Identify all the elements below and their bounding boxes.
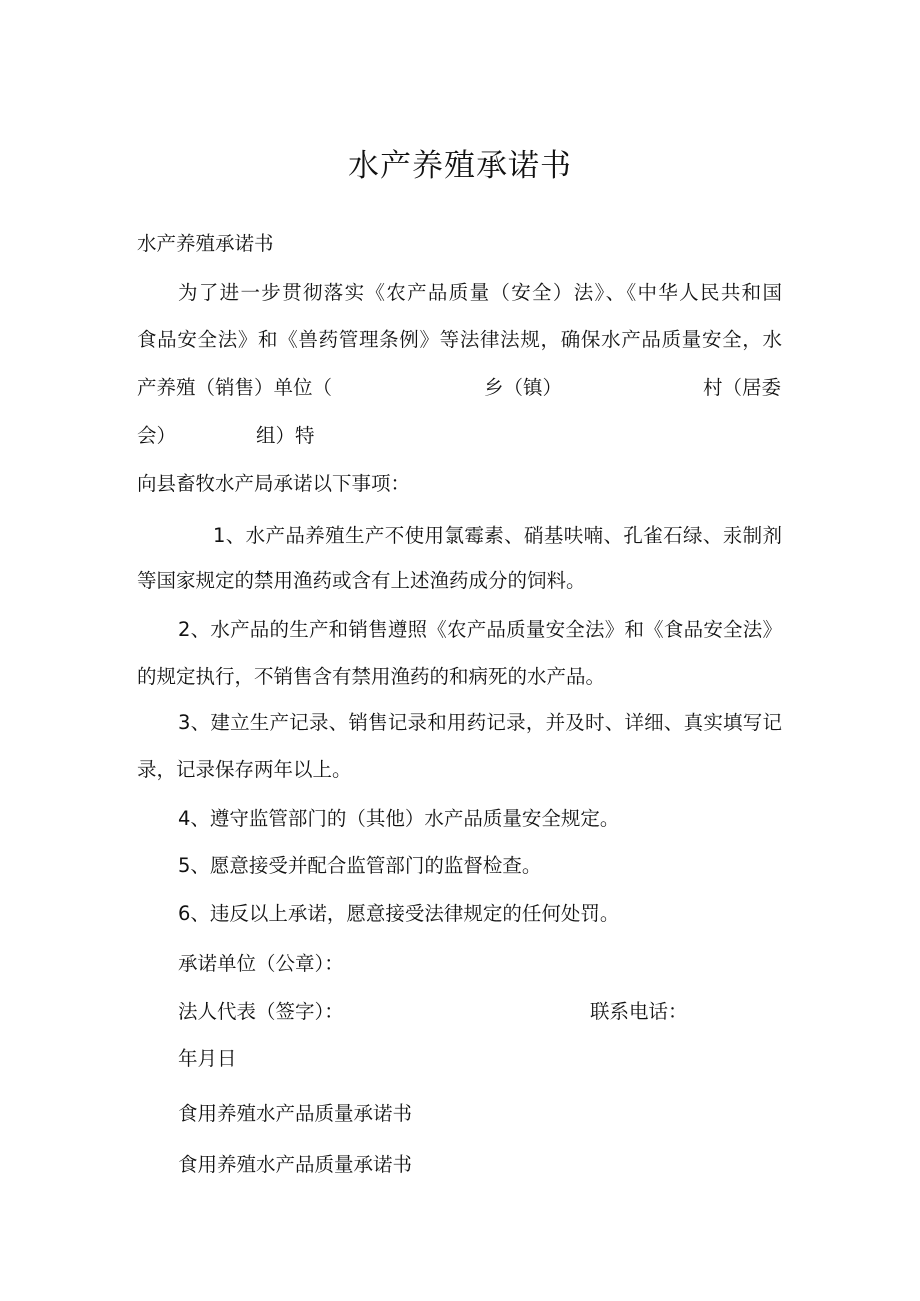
- document-title: 水产养殖承诺书: [348, 148, 572, 184]
- intro-line-3-township: 乡（镇）: [484, 376, 563, 399]
- intro-line-1: 为了进一步贯彻落实《农产品质量（安全）法》、《中华人民共和国: [178, 281, 782, 304]
- intro-line-3-unit: 产养殖（销售）单位（: [137, 376, 333, 399]
- item-2-line-1: 2、水产品的生产和销售遵照《农产品质量安全法》和《食品安全法》: [178, 618, 782, 641]
- footer-line-1: 食用养殖水产品质量承诺书: [178, 1102, 413, 1125]
- signature-phone-label: 联系电话：: [590, 1000, 688, 1023]
- intro-line-4-committee: 会）: [137, 424, 177, 447]
- item-2-line-2: 的规定执行，不销售含有禁用渔药的和病死的水产品。: [137, 665, 606, 688]
- footer-line-2: 食用养殖水产品质量承诺书: [178, 1153, 413, 1176]
- signature-date-label: 年月日: [178, 1047, 237, 1070]
- item-1-line-2: 等国家规定的禁用渔药或含有上述渔药成分的饲料。: [137, 569, 586, 592]
- item-3-line-1: 3、建立生产记录、销售记录和用药记录，并及时、详细、真实填写记: [178, 711, 782, 734]
- intro-line-3-village: 村（居委: [703, 376, 782, 399]
- item-4: 4、遵守监管部门的（其他）水产品质量安全规定。: [178, 807, 620, 830]
- signature-legal-rep-label: 法人代表（签字）：: [178, 1000, 344, 1023]
- item-3-line-2: 录，记录保存两年以上。: [137, 758, 352, 781]
- document-subtitle: 水产养殖承诺书: [137, 232, 274, 255]
- intro-line-4-group: 组）特: [256, 424, 315, 447]
- intro-line-5: 向县畜牧水产局承诺以下事项：: [137, 472, 411, 495]
- item-6: 6、违反以上承诺，愿意接受法律规定的任何处罚。: [178, 902, 620, 925]
- intro-line-2: 食品安全法》和《兽药管理条例》等法律法规，确保水产品质量安全，水: [137, 328, 782, 351]
- signature-unit-label: 承诺单位（公章）：: [178, 952, 344, 975]
- item-5: 5、愿意接受并配合监管部门的监督检查。: [178, 854, 542, 877]
- item-1-line-1: 1、水产品养殖生产不使用氯霉素、硝基呋喃、孔雀石绿、汞制剂: [213, 524, 782, 547]
